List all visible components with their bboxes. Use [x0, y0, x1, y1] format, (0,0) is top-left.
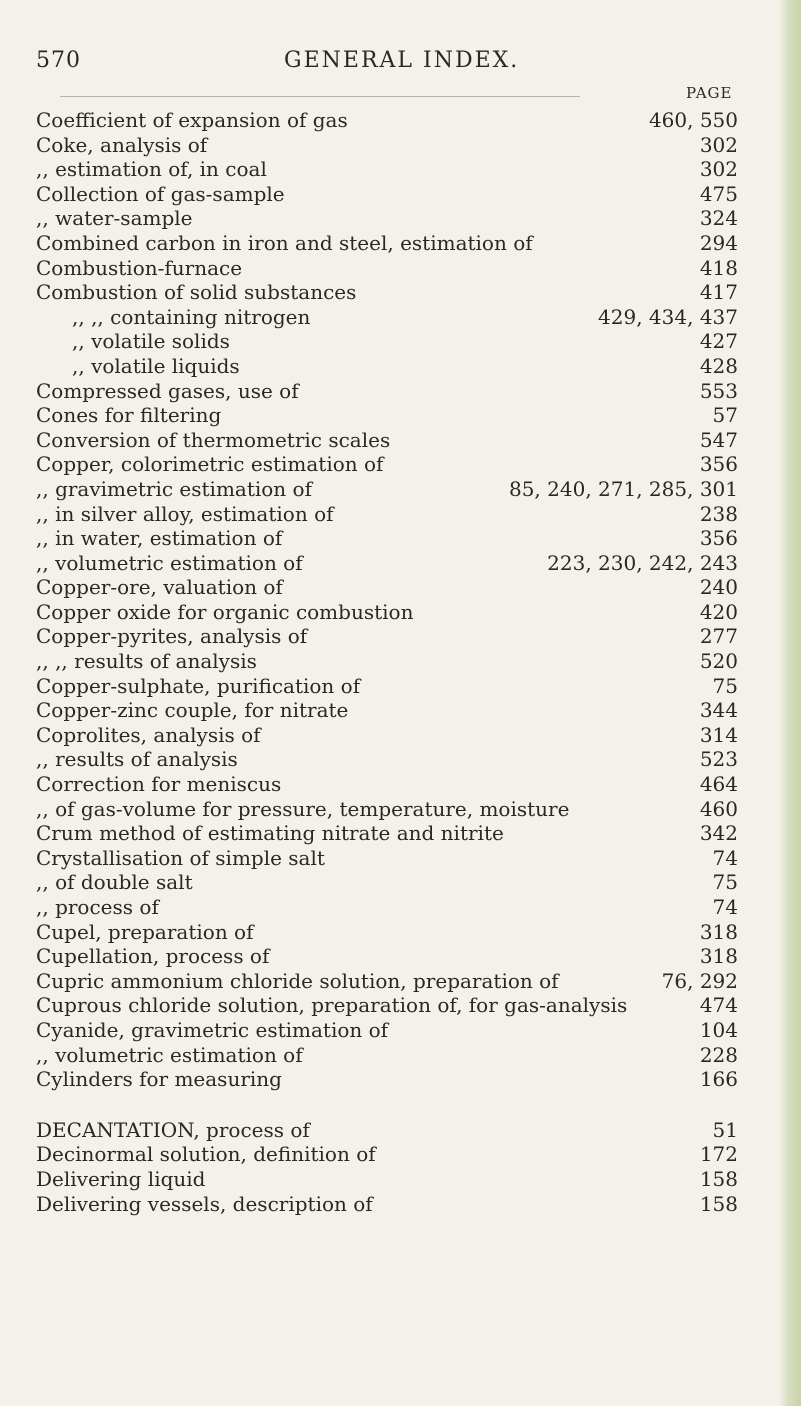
- index-entry: [36, 1043, 738, 1068]
- entry-pages: 523: [699, 747, 738, 772]
- entry-text: ,, volumetric estimation of: [36, 550, 303, 575]
- entry-pages: 553: [699, 378, 738, 403]
- index-entry: [36, 772, 738, 797]
- entry-pages: 460: [699, 796, 738, 821]
- entry-text: ,, volumetric estimation of: [36, 1042, 303, 1067]
- index-entry: [36, 403, 738, 428]
- index-entry: [36, 354, 738, 379]
- entry-text: ,, process of: [36, 895, 159, 919]
- entry-text: Cylinders for measuring: [36, 1067, 282, 1092]
- entry-text: Combustion of solid substances: [36, 280, 357, 305]
- entry-pages: 429, 434, 437: [598, 304, 738, 329]
- entry-text: Delivering vessels, description of: [36, 1191, 373, 1216]
- entry-pages: 356: [699, 452, 738, 477]
- entry-pages: 302: [699, 157, 738, 182]
- entry-text: Collection of gas-sample: [36, 181, 285, 206]
- entry-text: Coke, analysis of: [36, 132, 208, 157]
- index-entry: [36, 256, 738, 281]
- entry-pages: 417: [699, 280, 738, 305]
- entry-pages: 418: [699, 255, 738, 280]
- entry-pages: 464: [699, 772, 738, 797]
- entry-pages: 166: [699, 1067, 738, 1092]
- entry-pages: 172: [699, 1142, 738, 1167]
- entry-text: Correction for meniscus: [36, 772, 282, 797]
- entry-text: Compressed gases, use of: [36, 378, 299, 403]
- entry-text: ,, of gas-volume for pressure, temperature, moisture: [36, 796, 570, 821]
- entry-pages: 158: [699, 1166, 738, 1191]
- index-entries: [36, 108, 738, 1216]
- entry-pages: 427: [699, 329, 738, 354]
- index-entry: [36, 1142, 738, 1167]
- index-entry: [36, 969, 738, 994]
- entry-pages: 302: [699, 132, 738, 157]
- index-entry: [36, 895, 738, 920]
- entry-text: ,, estimation of, in coal: [36, 157, 267, 182]
- entry-pages: 76, 292: [661, 968, 738, 993]
- page-number: 570: [36, 48, 81, 73]
- entry-text: Copper oxide for organic combustion: [36, 599, 414, 624]
- entry-text: ,, in silver alloy, estimation of: [36, 501, 334, 526]
- entry-pages: 460, 550: [648, 108, 738, 132]
- entry-text: Crystallisation of simple salt: [36, 845, 325, 870]
- index-entry: [36, 698, 738, 723]
- index-entry: [36, 624, 738, 649]
- entry-pages: 318: [699, 944, 738, 969]
- index-entry: [36, 600, 738, 625]
- entry-pages: 277: [699, 624, 738, 649]
- entry-text: Decinormal solution, definition of: [36, 1142, 376, 1167]
- entry-pages: 158: [699, 1191, 738, 1216]
- entry-text: Cones for filtering: [36, 403, 222, 428]
- entry-text: Copper, colorimetric estimation of: [36, 452, 384, 477]
- page-title: GENERAL INDEX.: [284, 48, 520, 73]
- entry-pages: 240: [699, 575, 738, 600]
- index-entry: [36, 821, 738, 846]
- entry-text: Copper-zinc couple, for nitrate: [36, 698, 349, 723]
- index-entry: [36, 305, 738, 330]
- index-entry: [36, 452, 738, 477]
- entry-pages: 51: [712, 1117, 738, 1142]
- entry-text: Coefficient of expansion of gas: [36, 108, 348, 132]
- index-entry: [36, 846, 738, 871]
- index-entry: [36, 993, 738, 1018]
- entry-pages: 324: [699, 206, 738, 231]
- index-entry: [36, 649, 738, 674]
- entry-pages: 74: [712, 845, 738, 870]
- entry-pages: 474: [699, 993, 738, 1018]
- entry-text: Cyanide, gravimetric estimation of: [36, 1017, 389, 1042]
- entry-pages: 420: [699, 599, 738, 624]
- entry-text: Copper-ore, valuation of: [36, 575, 283, 600]
- entry-text: ,, volatile solids: [72, 329, 230, 354]
- entry-text: ,, results of analysis: [36, 747, 238, 772]
- index-entry: [36, 108, 738, 133]
- entry-text: ,, of double salt: [36, 870, 193, 895]
- index-entry: [36, 575, 738, 600]
- entry-pages: 475: [699, 181, 738, 206]
- index-entry: [36, 920, 738, 945]
- index-entry: [36, 231, 738, 256]
- index-entry: [36, 1018, 738, 1043]
- entry-text: Copper-sulphate, purification of: [36, 673, 361, 698]
- section-gap: [36, 1092, 738, 1118]
- index-entry: [36, 329, 738, 354]
- entry-text: Combined carbon in iron and steel, estimation of: [36, 230, 533, 255]
- index-entry: [36, 133, 738, 158]
- index-entry: [36, 182, 738, 207]
- entry-text: ,, ,, containing nitrogen: [72, 304, 311, 329]
- index-entry: [36, 723, 738, 748]
- entry-pages: 75: [712, 870, 738, 895]
- entry-text: Copper-pyrites, analysis of: [36, 624, 308, 649]
- entry-pages: 75: [712, 673, 738, 698]
- entry-pages: 294: [699, 230, 738, 255]
- entry-text: ,, in water, estimation of: [36, 526, 283, 551]
- entry-pages: 318: [699, 919, 738, 944]
- index-entry: [36, 797, 738, 822]
- entry-pages: 314: [699, 722, 738, 747]
- header-rule: [60, 96, 580, 97]
- entry-pages: 344: [699, 698, 738, 723]
- index-entry: [36, 870, 738, 895]
- entry-pages: 85, 240, 271, 285, 301: [508, 476, 738, 501]
- entry-pages: 57: [712, 403, 738, 428]
- entry-text: ,, water-sample: [36, 206, 193, 231]
- index-entry: [36, 477, 738, 502]
- index-entry: [36, 526, 738, 551]
- entry-text: Crum method of estimating nitrate and nitrite: [36, 821, 504, 846]
- entry-text: Delivering liquid: [36, 1166, 206, 1191]
- entry-pages: 547: [699, 427, 738, 452]
- index-entry: [36, 379, 738, 404]
- index-entry: [36, 206, 738, 231]
- entry-text: Cupel, preparation of: [36, 919, 254, 944]
- index-entry: [36, 944, 738, 969]
- entry-text: DECANTATION, process of: [36, 1117, 310, 1142]
- entry-text: ,, volatile liquids: [72, 353, 240, 378]
- entry-pages: 428: [699, 353, 738, 378]
- entry-text: Combustion-furnace: [36, 255, 243, 280]
- page-edge: [779, 0, 801, 1406]
- index-entry: [36, 674, 738, 699]
- entry-pages: 238: [699, 501, 738, 526]
- index-entry: [36, 502, 738, 527]
- page-column-label: PAGE: [686, 84, 733, 102]
- index-entry: [36, 280, 738, 305]
- entry-pages: 356: [699, 526, 738, 551]
- entry-text: Cuprous chloride solution, preparation of, for gas-analysis: [36, 993, 628, 1018]
- entry-pages: 228: [699, 1042, 738, 1067]
- index-entry: [36, 1067, 738, 1092]
- entry-pages: 520: [699, 649, 738, 674]
- entry-text: ,, gravimetric estimation of: [36, 476, 312, 501]
- index-entry: [36, 1192, 738, 1217]
- entry-pages: 342: [699, 821, 738, 846]
- index-entry: [36, 1118, 738, 1143]
- entry-text: Cupellation, process of: [36, 944, 270, 969]
- index-entry: [36, 747, 738, 772]
- index-entry: [36, 1167, 738, 1192]
- index-entry: [36, 428, 738, 453]
- entry-text: Coprolites, analysis of: [36, 722, 261, 747]
- index-entry: [36, 157, 738, 182]
- entry-text: Cupric ammonium chloride solution, preparation of: [36, 968, 559, 993]
- entry-text: Conversion of thermometric scales: [36, 427, 391, 452]
- page-header: [36, 48, 736, 84]
- entry-pages: 223, 230, 242, 243: [547, 550, 738, 575]
- entry-pages: 74: [712, 895, 738, 919]
- entry-text: ,, ,, results of analysis: [36, 649, 257, 674]
- index-entry: [36, 551, 738, 576]
- entry-pages: 104: [699, 1017, 738, 1042]
